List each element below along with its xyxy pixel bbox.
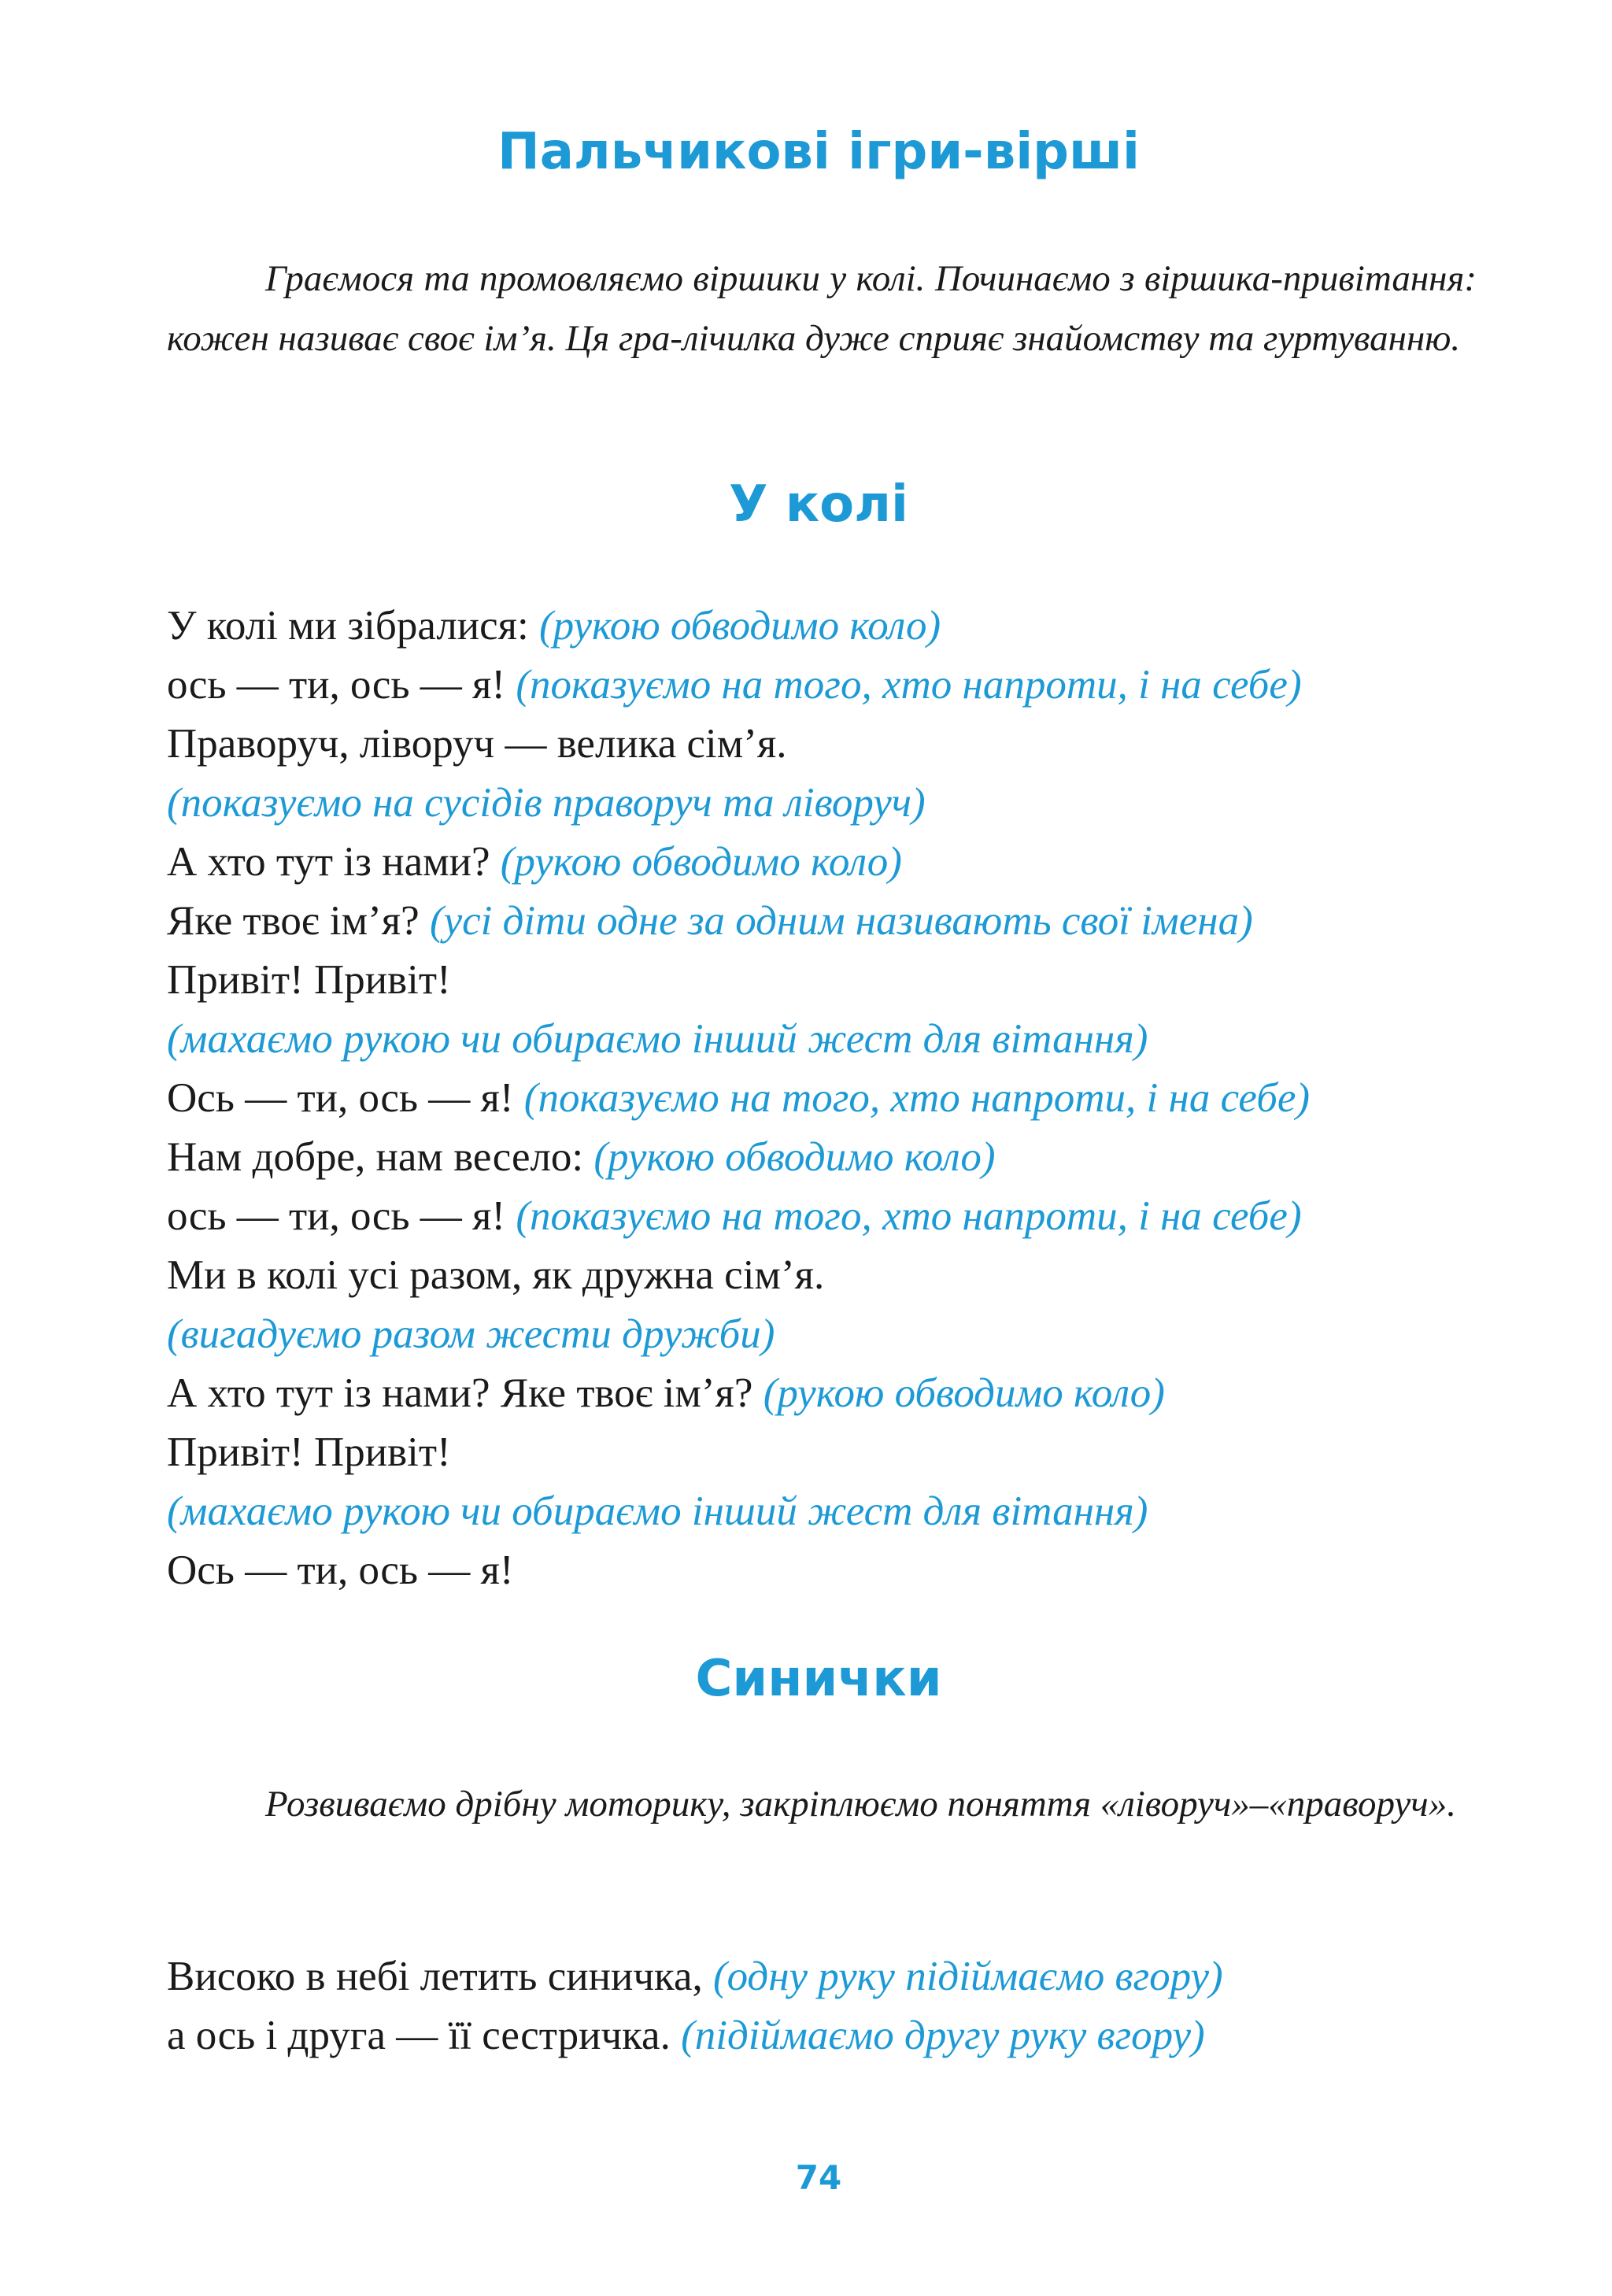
poem-line: [167, 1482, 1505, 1541]
poem-line: [167, 597, 1505, 656]
stage-direction: (підіймаємо другу руку вгору): [681, 2013, 1205, 2058]
stage-direction: (усі діти одне за одним називають свої імена): [429, 898, 1253, 944]
stage-direction: (показуємо на того, хто напроти, і на себе): [516, 1193, 1302, 1239]
poem-synychky: [167, 1947, 1505, 2065]
poem-line: [167, 2006, 1505, 2065]
poem-line-text: У колі ми зібралися:: [167, 603, 540, 649]
poem-line: [167, 1423, 1505, 1482]
poem-line: [167, 1364, 1505, 1423]
poem-line: [167, 833, 1505, 892]
stage-direction: (показуємо на того, хто напроти, і на себе): [523, 1075, 1311, 1121]
poem-line: [167, 1541, 1505, 1600]
intro-paragraph: Граємося та промовляємо віршики у колі. Починаємо з віршика-привітання: кожен називає своє ім’я. Ця гра-лічилка дуже сприяє знайомству та гуртуванню.: [167, 258, 1477, 359]
poem-line: [167, 715, 1505, 774]
poem-line-text: ось — ти, ось — я!: [167, 662, 516, 708]
stage-direction: (показуємо на сусідів праворуч та ліворуч): [167, 780, 926, 826]
poem-line: [167, 1947, 1505, 2006]
section-title-synychky: Синички: [695, 1650, 942, 1708]
stage-direction: (одну руку підіймаємо вгору): [712, 1954, 1223, 1999]
poem-line: [167, 1187, 1505, 1246]
stage-direction: (махаємо рукою чи обираємо інший жест для вітання): [167, 1488, 1148, 1534]
page-title: Пальчикові ігри-вірші: [497, 123, 1140, 181]
poem-line-text: ось — ти, ось — я!: [167, 1193, 516, 1239]
poem-line: [167, 1305, 1505, 1364]
poem-line-text: Ось — ти, ось — я!: [167, 1547, 514, 1593]
poem-line: [167, 1128, 1505, 1187]
page-number: 74: [795, 2158, 842, 2197]
stage-direction: (рукою обводимо коло): [593, 1134, 996, 1180]
section-intro-paragraph: Розвиваємо дрібну моторику, закріплюємо поняття «ліворуч»–«праворуч».: [265, 1784, 1456, 1825]
poem-line-text: Нам добре, нам весело:: [167, 1134, 594, 1180]
stage-direction: (рукою обводимо коло): [500, 839, 902, 885]
poem-line-text: А хто тут із нами?: [167, 839, 501, 885]
stage-direction: (рукою обводимо коло): [539, 603, 941, 649]
section-title-u-koli: У колі: [729, 475, 908, 534]
poem-line-text: Високо в небі летить синичка,: [167, 1954, 713, 1999]
poem-line: [167, 774, 1505, 833]
poem-line-text: Праворуч, ліворуч — велика сім’я.: [167, 721, 787, 767]
poem-line: [167, 1069, 1505, 1128]
poem-line: [167, 656, 1505, 715]
poem-line: [167, 951, 1505, 1010]
stage-direction: (показуємо на того, хто напроти, і на себе): [516, 662, 1302, 708]
stage-direction: (махаємо рукою чи обираємо інший жест для вітання): [167, 1016, 1148, 1062]
poem-line-text: Привіт! Привіт!: [167, 957, 451, 1003]
poem-line: [167, 1246, 1505, 1305]
stage-direction: (вигадуємо разом жести дружби): [167, 1311, 775, 1357]
stage-direction: (рукою обводимо коло): [763, 1370, 1165, 1416]
poem-line-text: Ми в колі усі разом, як дружна сім’я.: [167, 1252, 825, 1298]
poem-line-text: Яке твоє ім’я?: [167, 898, 430, 944]
poem-line-text: А хто тут із нами? Яке твоє ім’я?: [167, 1370, 763, 1416]
poem-u-koli: [167, 597, 1505, 1600]
poem-line-text: а ось і друга — її сестричка.: [167, 2013, 682, 2058]
poem-line-text: Привіт! Привіт!: [167, 1429, 451, 1475]
poem-line: [167, 892, 1505, 951]
poem-line: [167, 1010, 1505, 1069]
poem-line-text: Ось — ти, ось — я!: [167, 1075, 524, 1121]
